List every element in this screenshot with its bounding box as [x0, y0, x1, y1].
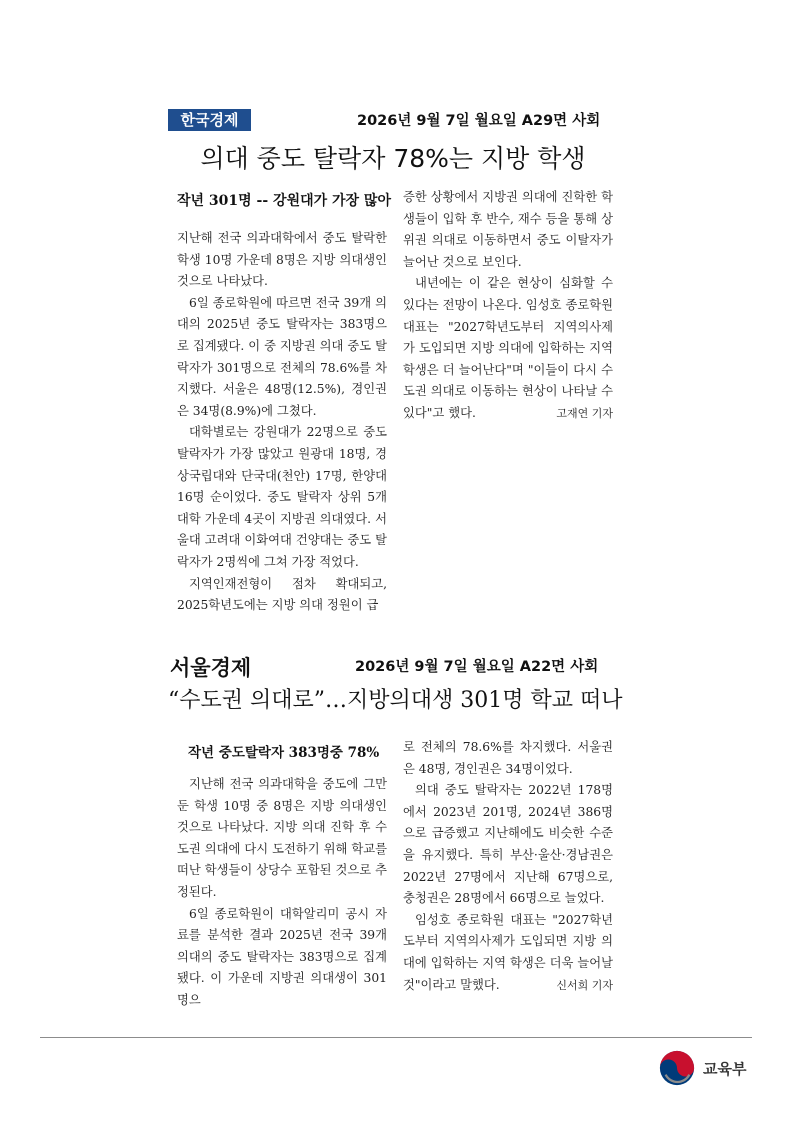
paragraph: 의대 중도 탈락자는 2022년 178명에서 2023년 201명, 2024년 386명으로 급증했고 지난해에도 비슷한 수준을 유지했다. 특히 부산·울산·경남권은 2022년 27명에서 지난해 67명으로, 충청권은 28명에서 66명으로 늘었다.	[403, 783, 613, 906]
byline: 고재연 기자	[556, 406, 613, 420]
paragraph: 6일 종로학원이 대학알리미 공시 자료를 분석한 결과 2025년 전국 39개 의대의 중도 탈락자는 383명으로 집계됐다. 이 가운데 지방권 의대생이 301명으	[177, 906, 387, 1007]
paragraph: 지난해 전국 의과대학에서 중도 탈락한 학생 10명 가운데 8명은 지방 의대생인 것으로 나타났다.	[177, 231, 387, 289]
paper-logo-hankyung: 한국경제	[168, 109, 251, 131]
paragraph: 지역인재전형이 점차 확대되고, 2025학년도에는 지방 의대 정원이 급	[177, 576, 387, 613]
headline: 의대 중도 탈락자 78%는 지방 학생	[200, 144, 586, 173]
paragraph	[403, 910, 613, 996]
ministry-emblem-icon	[658, 1049, 696, 1087]
paragraph-text: 임성호 종로학원 대표는 "2027학년도부터 지역의사제가 도입되면 지방 의대에 입학하는 지역 학생은 더욱 늘어날 것"이라고 말했다.	[403, 912, 613, 992]
paragraph: 로 전체의 78.6%를 차지했다. 서울권은 48명, 경인권은 34명이었다.	[403, 740, 613, 776]
subheadline: 작년 중도탈락자 383명중 78%	[188, 745, 380, 761]
paper-logo-seoul-economic: 서울경제	[170, 656, 252, 680]
paragraph: 대학별로는 강원대가 22명으로 중도 탈락자가 가장 많았고 원광대 18명, 경상국립대와 단국대(천안) 17명, 한양대 16명 순이었다. 중도 탈락자 상위 5개 대학 가운데 4곳이 지방권 의대였다. 서울대 고려대 이화여대 건양대는 중도 탈락자가 2명씩에 그쳐 가장 적었다.	[177, 425, 387, 569]
subheadline: 작년 301명 -- 강원대가 가장 많아	[177, 193, 391, 209]
paragraph: 지난해 전국 의과대학을 중도에 그만둔 학생 10명 중 8명은 지방 의대생인 것으로 나타났다. 지방 의대 진학 후 수도권 의대에 다시 도전하기 위해 학교를 떠난 학생들이 상당수 포함된 것으로 추정된다.	[177, 777, 387, 899]
article-column-left	[177, 228, 387, 617]
paragraph-text: 내년에는 이 같은 현상이 심화할 수 있다는 전망이 나온다. 임성호 종로학원 대표는 "2027학년도부터 지역의사제가 도입되면 지방 의대에 입학하는 지역 학생은 더 늘어난다"며 "이들이 다시 수도권 의대로 이동하는 현상이 나타날 수 있다"고 했다.	[403, 276, 613, 420]
paragraph: 증한 상황에서 지방권 의대에 진학한 학생들이 입학 후 반수, 재수 등을 통해 상위권 의대로 이동하면서 중도 이탈자가 늘어난 것으로 보인다.	[403, 190, 613, 269]
dateline: 2026년 9월 7일 월요일 A29면 사회	[357, 113, 601, 129]
ministry-name: 교육부	[703, 1060, 747, 1078]
dateline: 2026년 9월 7일 월요일 A22면 사회	[355, 659, 599, 675]
footer-divider	[40, 1037, 752, 1038]
byline: 신서희 기자	[556, 978, 613, 992]
article-column-left	[177, 774, 387, 1012]
paragraph: 6일 종로학원에 따르면 전국 39개 의대의 2025년 중도 탈락자는 383명으로 집계됐다. 이 중 지방권 의대 중도 탈락자가 301명으로 전체의 78.6%를 차지했다. 서울은 48명(12.5%), 경인권은 34명(8.9%)에 그쳤다.	[177, 295, 387, 418]
article-column-right	[403, 187, 613, 425]
headline: “수도권 의대로”…지방의대생 301명 학교 떠나	[168, 688, 623, 713]
article-column-right	[403, 737, 613, 996]
paragraph	[403, 273, 613, 424]
